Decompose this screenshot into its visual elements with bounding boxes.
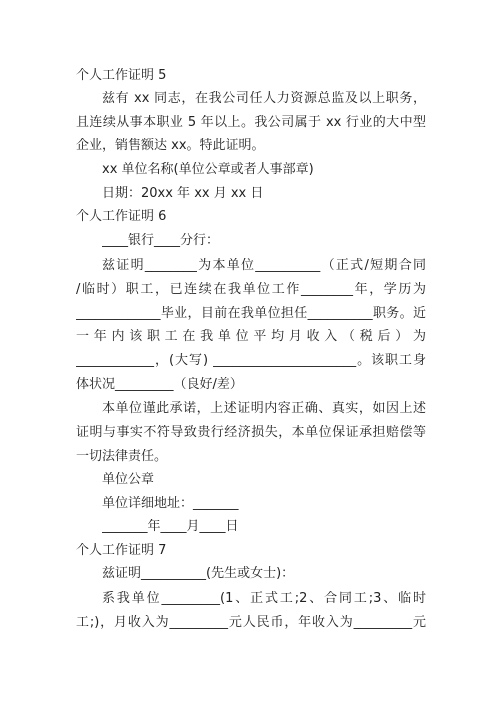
paragraph-line: 本单位谨此承诺，上述证明内容正确、真实，如因上述 [102,401,426,416]
paragraph-line: _____________毕业，目前在我单位担任__________职务。近 [76,306,426,321]
paragraph-line: ____________，(大写) ______________________。该职工身 [76,353,426,368]
paragraph-line: 证明与事实不符导致贵行经济损失，本单位保证承担赔偿等 [76,425,426,440]
paragraph-line: 系我单位_________(1、正式工;2、合同工;3、临时 [102,591,426,606]
section-heading-6: 个人工作证明 6 [76,209,167,224]
signature-unit-name: xx 单位名称(单位公章或者人事部章) [102,162,314,177]
section-heading-7: 个人工作证明 7 [76,543,167,558]
paragraph-line: /临时）职工，已连续在我单位工作________年，学历为 [76,282,426,297]
signature-date: _______年____月____日 [102,519,239,534]
unit-seal-label: 单位公章 [102,472,155,487]
paragraph-line: 一年内该职工在我单位平均月收入（税后）为 [76,329,426,344]
paragraph-line: 一切法律责任。 [76,449,168,464]
section-heading-5: 个人工作证明 5 [76,68,167,83]
paragraph-line: 体状况_________（良好/差） [76,377,243,392]
signature-date: 日期：20xx 年 xx 月 xx 日 [102,186,264,201]
paragraph-line: 兹证明__________(先生或女士)： [102,566,295,581]
paragraph-line: 且连续从事本职业 5 年以上。我公司属于 xx 行业的大中型 [76,115,426,130]
paragraph-line: 兹证明________为本单位__________（正式/短期合同 [102,258,426,273]
paragraph-line: 企业，销售额达 xx。特此证明。 [76,138,265,153]
paragraph-line: 工;)，月收入为_________元人民币，年收入为_________元 [76,615,426,630]
paragraph-line: 兹有 xx 同志，在我公司任人力资源总监及以上职务， [102,91,426,106]
unit-address-line: 单位详细地址：_______ [102,496,239,511]
addressee-line: ____银行____分行： [102,233,220,248]
